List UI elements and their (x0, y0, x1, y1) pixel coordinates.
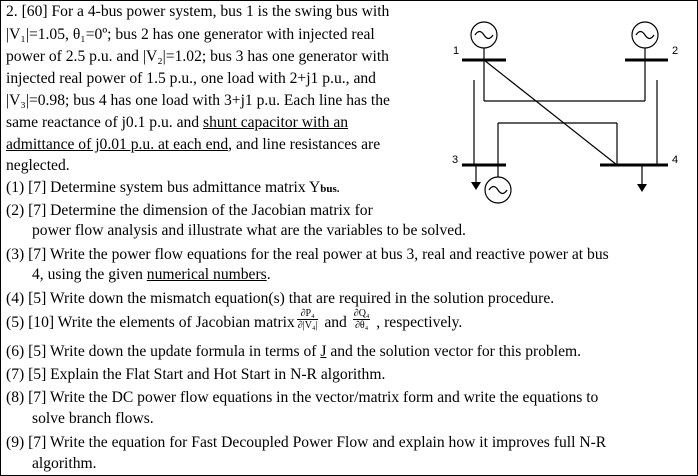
bus-label-4: 4 (672, 154, 679, 166)
q5-pre: (5) [10] Write the elements of Jacobian matrix (6, 314, 295, 332)
load-3-arrow-icon (471, 182, 481, 190)
frac1-den: ∂|V₄| (297, 320, 318, 331)
line6-text: same reactance of j0.1 p.u. and (6, 114, 204, 131)
frac2-den: ∂θ₄ (354, 320, 369, 331)
q6-pre: (6) [5] Write down the update formula in terms of (6, 343, 321, 360)
question-8-b: solve branch flows. (32, 410, 154, 427)
line6-underlined: shunt capacitor with an (203, 114, 349, 131)
problem-header: 2. [60] For a 4-bus power system, bus 1 is the swing bus with (6, 3, 390, 20)
frac1-num: ∂P₄ (297, 308, 319, 320)
question-2-b: power flow analysis and illustrate what are the variables to be solved. (32, 222, 466, 239)
problem-line-4: injected real power of 1.5 p.u., one load with 2+j1 p.u., and (6, 70, 376, 87)
problem-line-5: |V₃|=0.98; bus 4 has one load with 3+j1 p.u. Each line has the (6, 92, 390, 109)
bus-label-2: 2 (672, 45, 679, 57)
q5-post: , respectively. (372, 314, 463, 332)
q1-text: (1) [7] Determine system bus admittance matrix Y (6, 179, 321, 196)
question-4: (4) [5] Write down the mismatch equation(s) that are required in the solution procedure. (6, 290, 555, 307)
question-9-b: algorithm. (32, 455, 97, 472)
line7-underlined: admittance of j0.01 p.u. at each end (6, 136, 229, 153)
question-2-a: (2) [7] Determine the dimension of the Jacobian matrix for (6, 202, 373, 219)
problem-line-2: |V₁|=1.05, θ₁=0º; bus 2 has one generator with injected real (6, 26, 375, 43)
line7-text: , and line resistances are (228, 136, 381, 153)
q3-pre: 4, using the given (32, 266, 147, 283)
q5-and: and (320, 314, 351, 332)
q3-underlined: numerical numbers (146, 266, 267, 283)
generator-2-wave (636, 32, 654, 39)
generator-1-wave (475, 32, 493, 39)
q6-underlined: J (320, 343, 327, 360)
frac2-num: ∂Q₄ (353, 308, 370, 319)
bus-label-3: 3 (452, 154, 459, 166)
bus-label-1: 1 (453, 45, 460, 57)
line-diagonal (484, 60, 617, 165)
problem-line-3: power of 2.5 p.u. and |V₂|=1.02; bus 3 has one generator with (6, 48, 389, 65)
question-8-a: (8) [7] Write the DC power flow equations in the vector/matrix form and write the equations to (6, 389, 599, 406)
problem-line-8: neglected. (6, 157, 70, 174)
q3-post: . (266, 266, 271, 283)
generator-3-wave (489, 187, 507, 194)
q6-post: and the solution vector for this problem. (326, 343, 582, 360)
question-9-a: (9) [7] Write the equation for Fast Decoupled Power Flow and explain how it improves full N-R (6, 434, 607, 451)
question-7: (7) [5] Explain the Flat Start and Hot Start in N-R algorithm. (6, 366, 386, 383)
load-4-arrow-icon (637, 184, 647, 192)
question-3-a: (3) [7] Write the power flow equations for the real power at bus 3, real and reactive power at bus (6, 246, 609, 263)
q1-subscript: bus. (320, 183, 340, 195)
